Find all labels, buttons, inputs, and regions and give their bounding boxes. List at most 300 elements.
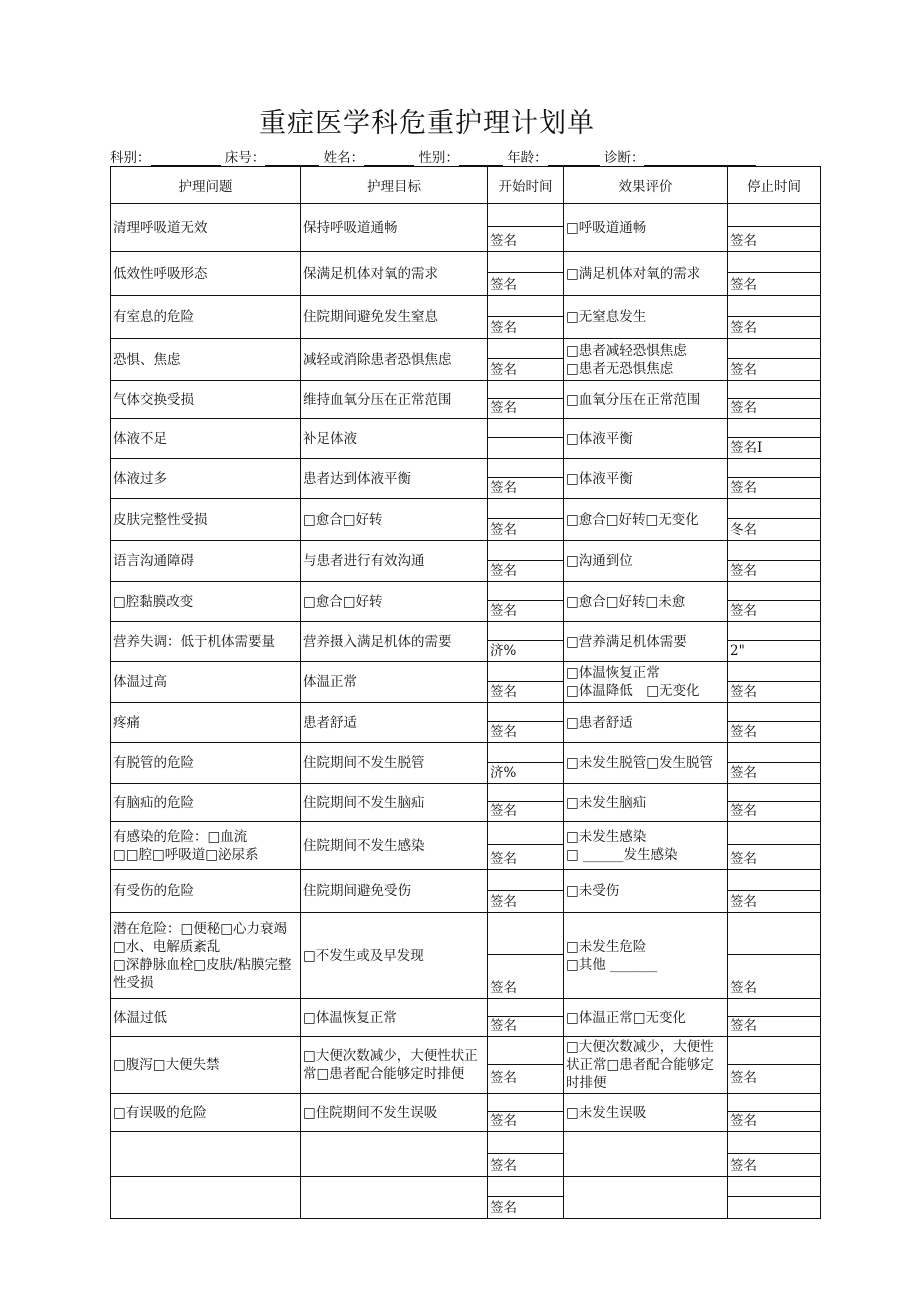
age-label: 年龄： [507, 150, 548, 166]
bed-label: 床号： [224, 150, 266, 166]
stop-time-cell[interactable] [728, 622, 821, 662]
goal-text: 减轻或消除患者恐惧焦虑 [303, 351, 452, 368]
problem-text: 有室息的危险 [113, 309, 194, 325]
problem-cell [111, 913, 301, 999]
start-signature: 济% [490, 765, 517, 781]
start-signature: 签名 [490, 1018, 517, 1034]
evaluation-text: □患者减轻恐惧焦虑 □患者无恐惧焦虑 [566, 342, 687, 377]
evaluation-cell [564, 582, 728, 622]
goal-cell [301, 339, 488, 381]
header-eval: 效果评价 [564, 167, 728, 204]
time-entry[interactable] [488, 870, 563, 891]
start-time-cell[interactable] [488, 499, 564, 541]
problem-cell [111, 743, 301, 784]
page-title: 重症医学科危重护理计划单 [259, 108, 595, 139]
start-signature: 签名 [490, 894, 517, 910]
evaluation-cell [564, 419, 728, 459]
table-row [111, 296, 821, 339]
start-signature: 签名 [490, 1200, 517, 1216]
evaluation-cell [564, 204, 728, 252]
goal-cell [301, 252, 488, 296]
time-entry[interactable] [488, 822, 563, 845]
problem-text: 有脱管的危险 [113, 755, 194, 771]
time-entry[interactable] [488, 381, 563, 399]
start-time-cell[interactable] [488, 459, 564, 499]
diagnosis-label: 诊断： [603, 150, 645, 166]
problem-text: 体液不足 [113, 430, 167, 447]
stop-time-cell[interactable] [728, 459, 821, 499]
goal-text: 维持血氧分压在正常范围 [303, 391, 452, 408]
stop-time-cell[interactable] [728, 1037, 821, 1094]
start-time-cell[interactable] [488, 1177, 564, 1219]
start-time-cell[interactable] [488, 339, 564, 381]
time-entry[interactable] [728, 1043, 820, 1065]
goal-cell [301, 541, 488, 582]
stop-signature: 签名 [730, 320, 757, 336]
stop-time-cell[interactable] [728, 381, 821, 419]
problem-text: 有感染的危险：□血流 □□腔□呼吸道□泌尿系 [113, 828, 259, 863]
problem-cell [111, 541, 301, 582]
goal-cell [301, 743, 488, 784]
evaluation-cell [564, 1037, 728, 1094]
goal-cell [301, 1177, 488, 1219]
evaluation-text: □营养满足机体需要 [566, 633, 687, 650]
evaluation-cell [564, 1177, 728, 1219]
table-row [111, 204, 821, 252]
evaluation-text: □呼吸道通畅 [566, 219, 647, 236]
goal-cell [301, 1037, 488, 1094]
time-entry[interactable] [728, 582, 820, 601]
problem-cell [111, 381, 301, 419]
goal-cell [301, 381, 488, 419]
time-entry[interactable] [488, 743, 563, 763]
time-entry[interactable] [728, 252, 820, 273]
goal-text [301, 1153, 487, 1155]
time-entry[interactable] [728, 459, 820, 478]
stop-time-cell[interactable] [728, 784, 821, 822]
time-entry[interactable] [488, 1043, 563, 1065]
stop-signature: 签名 [730, 1113, 757, 1129]
time-entry[interactable] [488, 419, 563, 438]
evaluation-cell [564, 499, 728, 541]
problem-text: 体温过低 [113, 1009, 167, 1026]
table-row [111, 662, 821, 703]
stop-time-cell[interactable] [728, 822, 821, 870]
start-time-cell[interactable] [488, 703, 564, 743]
stop-signature: 签名 [730, 277, 757, 293]
header-stop: 停止时间 [728, 167, 821, 204]
table-row [111, 703, 821, 743]
evaluation-text: □体温恢复正常 □体温降低 □无变化 [566, 665, 700, 699]
evaluation-text: □沟通到位 [566, 553, 633, 569]
problem-text: 营养失调：低于机体需要量 [113, 633, 275, 650]
time-entry[interactable] [728, 870, 820, 891]
problem-cell [111, 1094, 301, 1132]
problem-cell [111, 703, 301, 743]
evaluation-cell [564, 459, 728, 499]
evaluation-text: □未受伤 [566, 883, 620, 899]
evaluation-text: □满足机体对氧的需求 [566, 265, 701, 282]
start-signature: 济% [490, 643, 517, 659]
stop-time-cell[interactable] [728, 541, 821, 582]
problem-cell [111, 822, 301, 870]
problem-cell [111, 252, 301, 296]
goal-cell [301, 296, 488, 339]
time-entry[interactable] [488, 252, 563, 273]
goal-text: 患者达到体液平衡 [303, 470, 411, 487]
stop-signature: 签名 [730, 480, 757, 496]
evaluation-cell [564, 703, 728, 743]
table-row [111, 622, 821, 662]
stop-time-cell[interactable] [728, 204, 821, 252]
stop-signature: 签名 [730, 362, 757, 378]
ward-label: 科别： [110, 150, 151, 166]
table-row [111, 381, 821, 419]
start-signature: 签名 [490, 603, 517, 619]
goal-text: □住院期间不发生误吸 [303, 1104, 438, 1121]
start-signature: 签名 [490, 803, 517, 819]
goal-cell [301, 1132, 488, 1177]
time-entry[interactable] [728, 499, 820, 519]
goal-text: 住院期间不发生脑疝 [303, 794, 425, 811]
evaluation-text: □未发生脑疝 [566, 794, 647, 811]
goal-text: □体温恢复正常 [303, 1009, 397, 1026]
start-time-cell[interactable] [488, 296, 564, 339]
goal-text: 住院期间不发生感染 [303, 837, 425, 854]
evaluation-cell [564, 999, 728, 1037]
stop-time-cell[interactable] [728, 703, 821, 743]
goal-cell [301, 499, 488, 541]
start-time-cell[interactable] [488, 541, 564, 582]
problem-cell [111, 204, 301, 252]
start-signature: 签名 [490, 362, 517, 378]
start-signature: 签名 [490, 400, 517, 416]
table-row [111, 1037, 821, 1094]
time-entry[interactable] [488, 296, 563, 317]
start-time-cell[interactable] [488, 381, 564, 419]
start-time-cell[interactable] [488, 1037, 564, 1094]
goal-cell [301, 622, 488, 662]
evaluation-cell [564, 296, 728, 339]
problem-text: 语言沟通障碍 [113, 553, 194, 569]
problem-cell [111, 582, 301, 622]
stop-signature: 2" [730, 643, 745, 659]
problem-text: 皮肤完整性受损 [113, 511, 208, 528]
start-time-cell[interactable] [488, 743, 564, 784]
evaluation-text: □体液平衡 [566, 470, 633, 487]
stop-time-cell[interactable] [728, 499, 821, 541]
goal-text: □不发生或及早发现 [303, 947, 424, 964]
evaluation-text: □体液平衡 [566, 430, 633, 447]
goal-text: 住院期间避免发生窒息 [303, 309, 438, 325]
problem-cell [111, 296, 301, 339]
sex-blank[interactable] [459, 151, 503, 166]
evaluation-text: □大便次数减少，大便性状正常□患者配合能够定时排便 [566, 1039, 714, 1091]
goal-text: 住院期间避免受伤 [303, 883, 411, 899]
time-entry[interactable] [488, 541, 563, 561]
stop-time-cell[interactable] [728, 913, 821, 999]
stop-time-cell[interactable] [728, 296, 821, 339]
start-time-cell[interactable] [488, 1132, 564, 1177]
time-entry[interactable] [728, 541, 820, 561]
stop-time-cell[interactable] [728, 1094, 821, 1132]
stop-time-cell[interactable] [728, 582, 821, 622]
table-row [111, 339, 821, 381]
table-row [111, 459, 821, 499]
header-problem: 护理问题 [111, 167, 301, 204]
goal-text: □大便次数减少，大便性状正常□患者配合能够定时排便 [303, 1048, 478, 1082]
bed-blank[interactable] [265, 151, 319, 166]
stop-time-cell[interactable] [728, 743, 821, 784]
stop-time-cell[interactable] [728, 870, 821, 913]
time-entry[interactable] [488, 1132, 563, 1154]
time-entry[interactable] [488, 913, 563, 955]
time-entry[interactable] [728, 999, 820, 1017]
goal-text [301, 1197, 487, 1199]
goal-text: 与患者进行有效沟通 [303, 553, 425, 569]
start-time-cell[interactable] [488, 582, 564, 622]
time-entry[interactable] [728, 296, 820, 317]
time-entry[interactable] [728, 381, 820, 399]
time-entry[interactable] [728, 662, 820, 682]
goal-text: 保持呼吸道通畅 [303, 219, 398, 236]
time-entry[interactable] [488, 662, 563, 682]
goal-text: 营养摄入满足机体的需要 [303, 633, 452, 650]
problem-cell [111, 1037, 301, 1094]
ward-blank[interactable] [151, 151, 221, 166]
evaluation-text: □患者舒适 [566, 714, 633, 731]
table-row [111, 999, 821, 1037]
evaluation-cell [564, 784, 728, 822]
evaluation-text: □血氧分压在正常范围 [566, 391, 701, 408]
table-row [111, 1132, 821, 1177]
time-entry[interactable] [728, 703, 820, 722]
problem-cell [111, 1132, 301, 1177]
start-time-cell[interactable] [488, 622, 564, 662]
goal-cell [301, 419, 488, 459]
table-row [111, 252, 821, 296]
start-signature: 签名 [490, 1158, 517, 1174]
evaluation-text: □未发生感染 □ ______发生感染 [566, 828, 678, 863]
stop-signature: 签名 [730, 233, 757, 249]
table-row [111, 419, 821, 459]
diagnosis-blank[interactable] [644, 151, 756, 166]
stop-signature: 签名 [730, 724, 757, 740]
table-row [111, 784, 821, 822]
start-time-cell[interactable] [488, 784, 564, 822]
problem-cell [111, 622, 301, 662]
time-entry[interactable] [728, 204, 820, 227]
problem-cell [111, 1177, 301, 1219]
problem-text: □腔黏膜改变 [113, 593, 194, 610]
start-signature: 签名 [490, 684, 517, 700]
start-signature: 签名 [490, 851, 517, 867]
evaluation-text: □愈合□好转□无变化 [566, 511, 699, 528]
problem-cell [111, 459, 301, 499]
goal-text: □愈合□好转 [303, 511, 383, 528]
time-entry[interactable] [728, 339, 820, 359]
evaluation-text: □未发生脱管□发生脱管 [566, 755, 714, 771]
problem-cell [111, 499, 301, 541]
problem-cell [111, 662, 301, 703]
start-time-cell[interactable] [488, 822, 564, 870]
goal-text: □愈合□好转 [303, 593, 383, 610]
start-signature: 签名 [490, 277, 517, 293]
stop-time-cell[interactable] [728, 1132, 821, 1177]
start-signature: 签名 [490, 563, 517, 579]
problem-text: □腹泻□大便失禁 [113, 1057, 220, 1073]
start-time-cell[interactable] [488, 252, 564, 296]
stop-signature: 签名 [730, 563, 757, 579]
problem-cell [111, 419, 301, 459]
time-entry[interactable] [488, 1094, 563, 1112]
evaluation-cell [564, 622, 728, 662]
time-entry[interactable] [728, 419, 820, 438]
stop-time-cell[interactable] [728, 252, 821, 296]
stop-signature: 签名 [730, 1158, 757, 1174]
time-entry[interactable] [488, 784, 563, 802]
evaluation-text: □体温正常□无变化 [566, 1009, 687, 1026]
nursing-plan-table [110, 166, 821, 1219]
problem-text: 清理呼吸道无效 [113, 219, 208, 236]
start-time-cell[interactable] [488, 870, 564, 913]
goal-cell [301, 459, 488, 499]
time-entry[interactable] [728, 822, 820, 845]
stop-signature: 签名 [730, 980, 757, 996]
problem-text: 有受伤的危险 [113, 883, 194, 899]
stop-signature: 签名 [730, 803, 757, 819]
table-row [111, 1177, 821, 1219]
stop-time-cell[interactable] [728, 419, 821, 459]
start-time-cell[interactable] [488, 999, 564, 1037]
age-blank[interactable] [548, 151, 600, 166]
evaluation-text: □愈合□好转□未愈 [566, 593, 686, 610]
table-row [111, 913, 821, 999]
problem-text [111, 1153, 300, 1155]
header-row [111, 167, 821, 204]
goal-text: 患者舒适 [303, 714, 357, 731]
evaluation-cell [564, 1094, 728, 1132]
problem-text: 疼痛 [113, 714, 140, 731]
time-entry[interactable] [488, 1177, 563, 1197]
time-entry[interactable] [488, 622, 563, 641]
time-entry[interactable] [488, 459, 563, 478]
stop-signature: 签名 [730, 765, 757, 781]
stop-signature: 签名I [730, 440, 763, 456]
name-blank[interactable] [364, 151, 414, 166]
evaluation-text [564, 1153, 727, 1155]
time-entry[interactable] [488, 582, 563, 601]
start-signature: 签名 [490, 320, 517, 336]
evaluation-cell [564, 662, 728, 703]
time-entry[interactable] [488, 339, 563, 359]
start-signature: 签名 [490, 522, 517, 538]
start-signature: 签名 [490, 1069, 517, 1086]
time-entry[interactable] [488, 499, 563, 519]
problem-cell [111, 999, 301, 1037]
problem-text [111, 1197, 300, 1199]
start-time-cell[interactable] [488, 913, 564, 999]
goal-cell [301, 913, 488, 999]
evaluation-cell [564, 913, 728, 999]
table-row [111, 1094, 821, 1132]
evaluation-text: □无窒息发生 [566, 309, 647, 325]
goal-cell [301, 870, 488, 913]
evaluation-cell [564, 822, 728, 870]
start-time-cell[interactable] [488, 662, 564, 703]
problem-text: 恐惧、焦虑 [113, 351, 181, 368]
stop-time-cell[interactable] [728, 339, 821, 381]
time-entry[interactable] [488, 999, 563, 1017]
problem-text: □有误吸的危险 [113, 1104, 207, 1121]
start-signature: 签名 [490, 1113, 517, 1129]
problem-text: 体温过高 [113, 674, 167, 690]
start-time-cell[interactable] [488, 419, 564, 459]
goal-cell [301, 204, 488, 252]
evaluation-cell [564, 743, 728, 784]
header-goal: 护理目标 [301, 167, 488, 204]
stop-signature: 签名 [730, 1018, 757, 1034]
goal-cell [301, 784, 488, 822]
time-entry[interactable] [728, 913, 820, 955]
stop-signature: 签名 [730, 684, 757, 700]
start-time-cell[interactable] [488, 1094, 564, 1132]
stop-signature: 签名 [730, 400, 757, 416]
goal-text: 补足体液 [303, 430, 357, 447]
table-row [111, 582, 821, 622]
table-row [111, 499, 821, 541]
evaluation-cell [564, 870, 728, 913]
name-label: 姓名： [323, 150, 365, 166]
time-entry[interactable] [728, 743, 820, 763]
goal-cell [301, 703, 488, 743]
time-entry[interactable] [488, 204, 563, 227]
start-signature: 签名 [490, 233, 517, 249]
evaluation-text: □未发生危险 □其他 _______ [566, 938, 658, 973]
problem-text: 低效性呼吸形态 [113, 265, 208, 282]
stop-time-cell[interactable] [728, 1177, 821, 1219]
evaluation-text [564, 1197, 727, 1199]
sex-label: 性别： [418, 150, 459, 166]
patient-info-line [110, 146, 820, 166]
goal-cell [301, 662, 488, 703]
problem-text: 体液过多 [113, 470, 167, 487]
evaluation-cell [564, 252, 728, 296]
time-entry[interactable] [728, 622, 820, 641]
goal-cell [301, 582, 488, 622]
table-row [111, 870, 821, 913]
stop-time-cell[interactable] [728, 999, 821, 1037]
time-entry[interactable] [728, 784, 820, 802]
stop-signature: 签名 [730, 851, 757, 867]
evaluation-text: □未发生误吸 [566, 1104, 647, 1121]
goal-cell [301, 1094, 488, 1132]
time-entry[interactable] [488, 703, 563, 722]
time-entry[interactable] [728, 1177, 820, 1197]
time-entry[interactable] [728, 1094, 820, 1112]
problem-cell [111, 339, 301, 381]
stop-signature: 签名 [730, 894, 757, 910]
stop-time-cell[interactable] [728, 662, 821, 703]
problem-text: 潜在危险：□便秘□心力衰竭 □水、电解质紊乱 □深静脉血栓□皮肤/粘膜完整性受损 [113, 920, 292, 991]
problem-cell [111, 784, 301, 822]
problem-text: 气体交换受损 [113, 391, 194, 408]
header-start: 开始时间 [488, 167, 564, 204]
evaluation-cell [564, 339, 728, 381]
time-entry[interactable] [728, 1132, 820, 1154]
stop-signature: 签名 [730, 603, 757, 619]
start-time-cell[interactable] [488, 204, 564, 252]
